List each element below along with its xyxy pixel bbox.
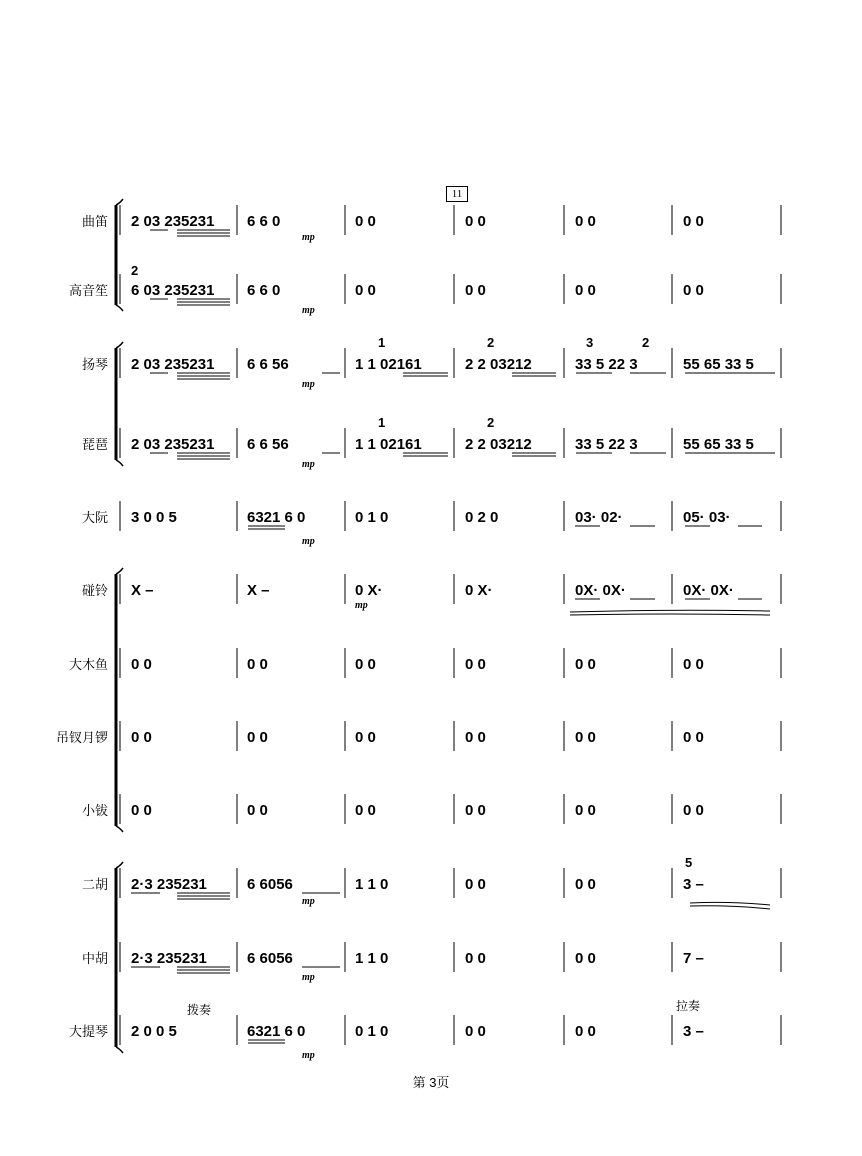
measure-notes: 0 0 xyxy=(683,656,704,673)
measure-notes: 1 1 0 xyxy=(355,950,389,967)
measure-notes: 0 0 xyxy=(683,282,704,299)
measure-notes: 0 0 xyxy=(575,802,596,819)
measure-notes: 0 0 xyxy=(683,802,704,819)
measure-notes: 3 – xyxy=(683,1023,704,1040)
measure-notes: 7 – xyxy=(683,950,704,967)
measure-notes: 0 0 xyxy=(575,950,596,967)
measure-notes: 05· 03· xyxy=(683,509,731,526)
measure-notes: 0 0 xyxy=(575,282,596,299)
measure-notes: 6 6 56 xyxy=(247,436,289,453)
rehearsal-mark: 11 xyxy=(446,186,468,202)
tremolo-line xyxy=(690,902,770,905)
instrument-name: 大阮 xyxy=(81,510,108,525)
measure-notes: 0 0 xyxy=(247,656,268,673)
measure-notes: 0 0 xyxy=(131,656,152,673)
group-bracket xyxy=(116,460,123,466)
instrument-name: 高音笙 xyxy=(68,283,108,298)
measure-notes: 1 1 0 xyxy=(355,876,389,893)
upper-mark: 1 xyxy=(378,415,386,430)
measure-notes: 0 0 xyxy=(575,1023,596,1040)
measure-notes: 0 X· xyxy=(355,582,383,599)
instrument-name: 大提琴 xyxy=(68,1024,108,1039)
measure-notes: 2·3 235231 xyxy=(131,950,207,967)
measure-notes: 03· 02· xyxy=(575,509,623,526)
dynamic-mp: mp xyxy=(302,536,315,547)
upper-mark: 3 xyxy=(586,335,594,350)
measure-notes: 0 1 0 xyxy=(355,1023,389,1040)
tremolo-line xyxy=(690,906,770,909)
measure-notes: 55 65 33 5 xyxy=(683,436,754,453)
measure-notes: 0 0 xyxy=(465,656,486,673)
measure-notes: 6321 6 0 xyxy=(247,509,306,526)
measure-notes: 6 6 0 xyxy=(247,282,281,299)
measure-notes: 2·3 235231 xyxy=(131,876,207,893)
dynamic-mp: mp xyxy=(302,972,315,983)
measure-notes: 1 1 02161 xyxy=(355,436,422,453)
measure-notes: 0 0 xyxy=(575,876,596,893)
measure-notes: 0 0 xyxy=(355,656,376,673)
instrument-name: 大木鱼 xyxy=(68,657,108,672)
measure-notes: 0 0 xyxy=(355,802,376,819)
dynamic-mp: mp xyxy=(355,600,368,611)
measure-notes: 0 1 0 xyxy=(355,509,389,526)
measure-notes: 2 03 235231 xyxy=(131,213,215,230)
instrument-name: 碰铃 xyxy=(81,583,108,598)
measure-notes: 1 1 02161 xyxy=(355,356,422,373)
measure-notes: 0 0 xyxy=(355,213,376,230)
measure-notes: 0 0 xyxy=(465,282,486,299)
instrument-name: 小钹 xyxy=(81,803,108,818)
instrument-name: 扬琴 xyxy=(81,357,108,372)
upper-mark: 2 xyxy=(642,335,650,350)
group-bracket xyxy=(116,199,123,205)
upper-mark: 2 xyxy=(131,263,139,278)
technique-pizz: 拨奏 xyxy=(187,1003,212,1017)
page-number: 第 3页 xyxy=(412,1075,450,1090)
measure-notes: 0X· 0X· xyxy=(575,582,626,599)
measure-notes: 0 0 xyxy=(131,802,152,819)
measure-notes: 0 X· xyxy=(465,582,493,599)
measure-notes: X – xyxy=(247,582,270,599)
measure-notes: 0 0 xyxy=(247,802,268,819)
technique-arco: 拉奏 xyxy=(676,999,701,1013)
measure-notes: 0 0 xyxy=(465,802,486,819)
measure-notes: 6 6056 xyxy=(247,950,293,967)
measure-notes: 55 65 33 5 xyxy=(683,356,754,373)
upper-mark: 2 xyxy=(487,415,495,430)
measure-notes: 0 0 xyxy=(683,213,704,230)
measure-notes: 0 0 xyxy=(131,729,152,746)
measure-notes: X – xyxy=(131,582,154,599)
instrument-name: 吊钗月锣 xyxy=(55,730,108,745)
measure-notes: 0 0 xyxy=(465,876,486,893)
measure-notes: 6321 6 0 xyxy=(247,1023,306,1040)
measure-notes: 6 6 56 xyxy=(247,356,289,373)
measure-notes: 6 6056 xyxy=(247,876,293,893)
measure-notes: 3 0 0 5 xyxy=(131,509,177,526)
measure-notes: 0 0 xyxy=(465,213,486,230)
instrument-name: 中胡 xyxy=(81,951,108,966)
instrument-name: 琵琶 xyxy=(81,437,108,452)
dynamic-mp: mp xyxy=(302,379,315,390)
measure-notes: 0X· 0X· xyxy=(683,582,734,599)
measure-notes: 0 0 xyxy=(683,729,704,746)
group-bracket xyxy=(116,305,123,311)
dynamic-mp: mp xyxy=(302,232,315,243)
measure-notes: 0 0 xyxy=(575,656,596,673)
measure-notes: 0 0 xyxy=(465,729,486,746)
upper-mark: 2 xyxy=(487,335,495,350)
measure-notes: 2 03 235231 xyxy=(131,436,215,453)
instrument-name: 二胡 xyxy=(81,877,108,892)
tremolo-line xyxy=(570,614,770,615)
measure-notes: 2 2 03212 xyxy=(465,436,532,453)
upper-mark: 5 xyxy=(685,855,693,870)
measure-notes: 0 0 xyxy=(465,950,486,967)
measure-notes: 2 03 235231 xyxy=(131,356,215,373)
measure-notes: 0 2 0 xyxy=(465,509,499,526)
measure-notes: 3 – xyxy=(683,876,704,893)
dynamic-mp: mp xyxy=(302,459,315,470)
measure-notes: 0 0 xyxy=(465,1023,486,1040)
measure-notes: 0 0 xyxy=(575,213,596,230)
group-bracket xyxy=(116,826,123,832)
measure-notes: 2 2 03212 xyxy=(465,356,532,373)
group-bracket xyxy=(116,568,123,574)
measure-notes: 33 5 22 3 xyxy=(575,436,638,453)
measure-notes: 0 0 xyxy=(355,282,376,299)
dynamic-mp: mp xyxy=(302,896,315,907)
measure-notes: 2 0 0 5 xyxy=(131,1023,177,1040)
measure-notes: 6 6 0 xyxy=(247,213,281,230)
upper-mark: 1 xyxy=(378,335,386,350)
measure-notes: 0 0 xyxy=(575,729,596,746)
tremolo-line xyxy=(570,610,770,612)
group-bracket xyxy=(116,1047,123,1053)
instrument-name: 曲笛 xyxy=(81,214,108,229)
measure-notes: 6 03 235231 xyxy=(131,282,215,299)
group-bracket xyxy=(116,342,123,348)
measure-notes: 0 0 xyxy=(247,729,268,746)
dynamic-mp: mp xyxy=(302,305,315,316)
group-bracket xyxy=(116,862,123,868)
dynamic-mp: mp xyxy=(302,1050,315,1061)
measure-notes: 0 0 xyxy=(355,729,376,746)
measure-notes: 33 5 22 3 xyxy=(575,356,638,373)
